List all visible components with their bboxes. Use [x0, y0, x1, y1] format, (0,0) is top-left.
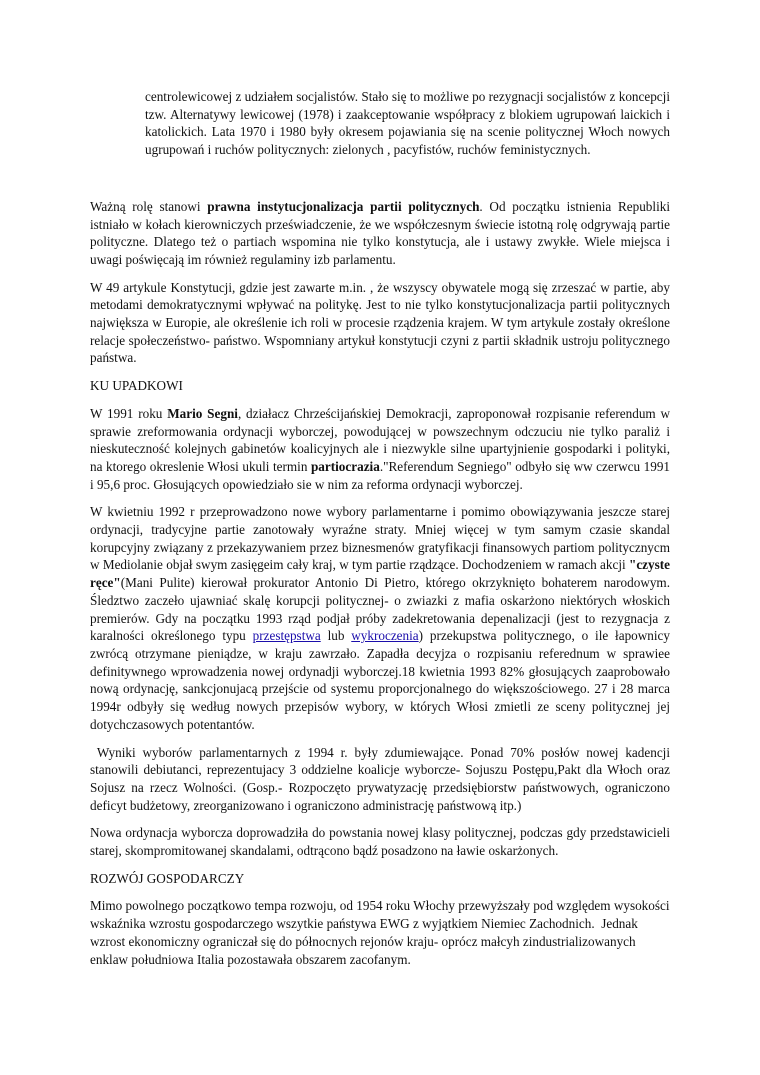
paragraph-new-ordinance: Nowa ordynacja wyborcza doprowadziła do powstania nowej klasy politycznej, podczas gdy przedstawicieli starej, skompromitowanej skandalami, odtrącono bądź posadzono na ławie oskarżonych.: [90, 825, 670, 859]
paragraph-1994-results: Wyniki wyborów parlamentarnych z 1994 r. były zdumiewające. Ponad 70% posłów nowej kadencji stanowili debiutanci, reprezentujacy 3 oddzielne koalicje wyborcze- Sojuszu Postępu,Pakt dla Włoch oraz Sojusz na rzecz Wolności. (Gosp.- Rozpoczęto prywatyzację przedsiębiorstw państwowych, ograniczono deficyt budżetowy, zreorganizowano i ograniczono administrację państwową itp.): [90, 744, 674, 813]
text: ) przekupstwa politycznego, o ile łapownicy zwrócą otrzymane pieniądze, w kraju zawrzało. Zapadła decyjza o rozpisaniu referednum w sprawiee definitywnego wprowadzenia nowej ordynadji wyborczej.18 kwietnia 1993 82% głosujących zaaprobowało nową ordynację, sankcjonujacą przejście od systemu proporcjonalnego do większościowego. 27 i 28 marca 1994r odbyły się według nowych przepisów wybory, w których Włosi zmietli ze sceny politycznej jej dotychczasowych potentantów.: [90, 628, 670, 732]
text: ."Referendum Segniego" odbyło się ww czerwcu 1991 i 95,6 proc. Głosujących opowiedziało sie w nim za reforma ordynacji wyborczej.: [90, 458, 671, 492]
heading-ku-upadkowi: KU UPADKOWI: [90, 378, 183, 394]
text: , działacz Chrześcijańskiej Demokracji, zaproponował rozpisanie referendum w sprawie zreformowania ordynacji wyborczej, powodującej w powszechnym odczuciu nie tylko paraliż i nieskuteczność kolejnych gabinetów koalicyjnych ale i niezwykle silne upartyjnienie gospodarki i polityki, na ktorego okreslenie Włosi ukuli termin: [90, 405, 671, 474]
paragraph-mario-segni: [90, 405, 670, 494]
paragraph-economic-growth: Mimo powolnego początkowo tempa rozwoju, od 1954 roku Włochy przewyższały pod względem wysokości wskaźnika wzrostu gospodarczego wszytkie państywa EWG z wyjątkiem Niemiec Zachodnich. Jednak wzrost ekonomiczny ograniczał się do północnych rejonów kraju- oprócz małcyh zindustrializowanych enklaw południowa Italia pozostawała obszarem zacofanym.: [90, 898, 673, 967]
bold-text: partiocrazia: [310, 458, 380, 474]
paragraph-institutionalization: [90, 198, 670, 269]
link-wykroczenia[interactable]: wykroczenia: [351, 628, 419, 644]
text: lub: [320, 628, 352, 644]
paragraph-1992-elections: [90, 503, 670, 733]
text: (Mani Pulite) kierował prokurator Antonio Di Pietro, którego okrzyknięto bohaterem narodowym. Śledztwo zaczeło ujawniać skalę korupcji politycznej- o zwiazki z mafia oskarżono niektórych włoskich premierów. Gdy na początku 1993 rząd podjał próby zadekretowania depenalizacji (jest to rezygnacja z karalności określonego typu: [90, 575, 670, 644]
paragraph-article-49: W 49 artykule Konstytucji, gdzie jest zawarte m.in. , że wszyscy obywatele mogą się zrzeszać w partie, aby metodami demokratycznymi wpływać na politykę. Jest to nie tylko konstytucjonalizacja partii politycznych największa w Europie, ale określenie ich roli w procesie rządzenia krajem. W tym artykule zostały określone relacje społeczeństwo- państwo. Wspomniany artykuł konstytucji czyni z partii składnik ustroju politycznego państwa.: [90, 279, 670, 366]
text: . Od początku istnienia Republiki istniało w kołach kierowniczych przeświadczenie, że we współczesnym świecie istotną rolę odgrywają partie polityczne. Dlatego też o partiach wspomina nie tylko konstytucja, ale i ustawy zwykłe. Wiele miejsca i uwagi poświęcają im również regulaminy izb parlamentu.: [90, 198, 670, 267]
bold-text: prawna instytucjonalizacja partii politycznych: [207, 198, 480, 214]
bold-text: Mario Segni: [167, 405, 238, 421]
text: W 1991 roku: [90, 405, 168, 421]
text: Ważną rolę stanowi: [90, 198, 208, 214]
paragraph-left-coalition: centrolewicowej z udziałem socjalistów. Stało się to możliwe po rezygnacji socjalistów z koncepcji tzw. Alternatywy lewicowej (1978) i zaakceptowanie współpracy z blokiem ugrupowań laickich i katolickich. Lata 1970 i 1980 były okresem pojawiania się na scenie politycznej Włoch nowych ugrupowań i ruchów politycznych: zielonych , pacyfistów, ruchów feministycznych.: [145, 89, 670, 158]
text: W kwietniu 1992 r przeprowadzono nowe wybory parlamentarne i pomimo obowiązywania jeszcze starej ordynacji, tradycyjne partie zanotowały wyraźne straty. Mniej więcej w tym samym czasie skandal korupcyjny związany z przekazywaniem przez biznesmenów gratyfikacji finansowych partiom politycznycm w Mediolanie objał swym zasięgeim cały kraj, w tym partie rządzące. Dochodzeniem w ramach akcji: [90, 504, 670, 573]
bold-text: "czyste ręce": [90, 557, 670, 591]
heading-rozwoj-gospodarczy: ROZWÓJ GOSPODARCZY: [90, 870, 245, 886]
link-przestepstwa[interactable]: przestępstwa: [252, 628, 321, 644]
